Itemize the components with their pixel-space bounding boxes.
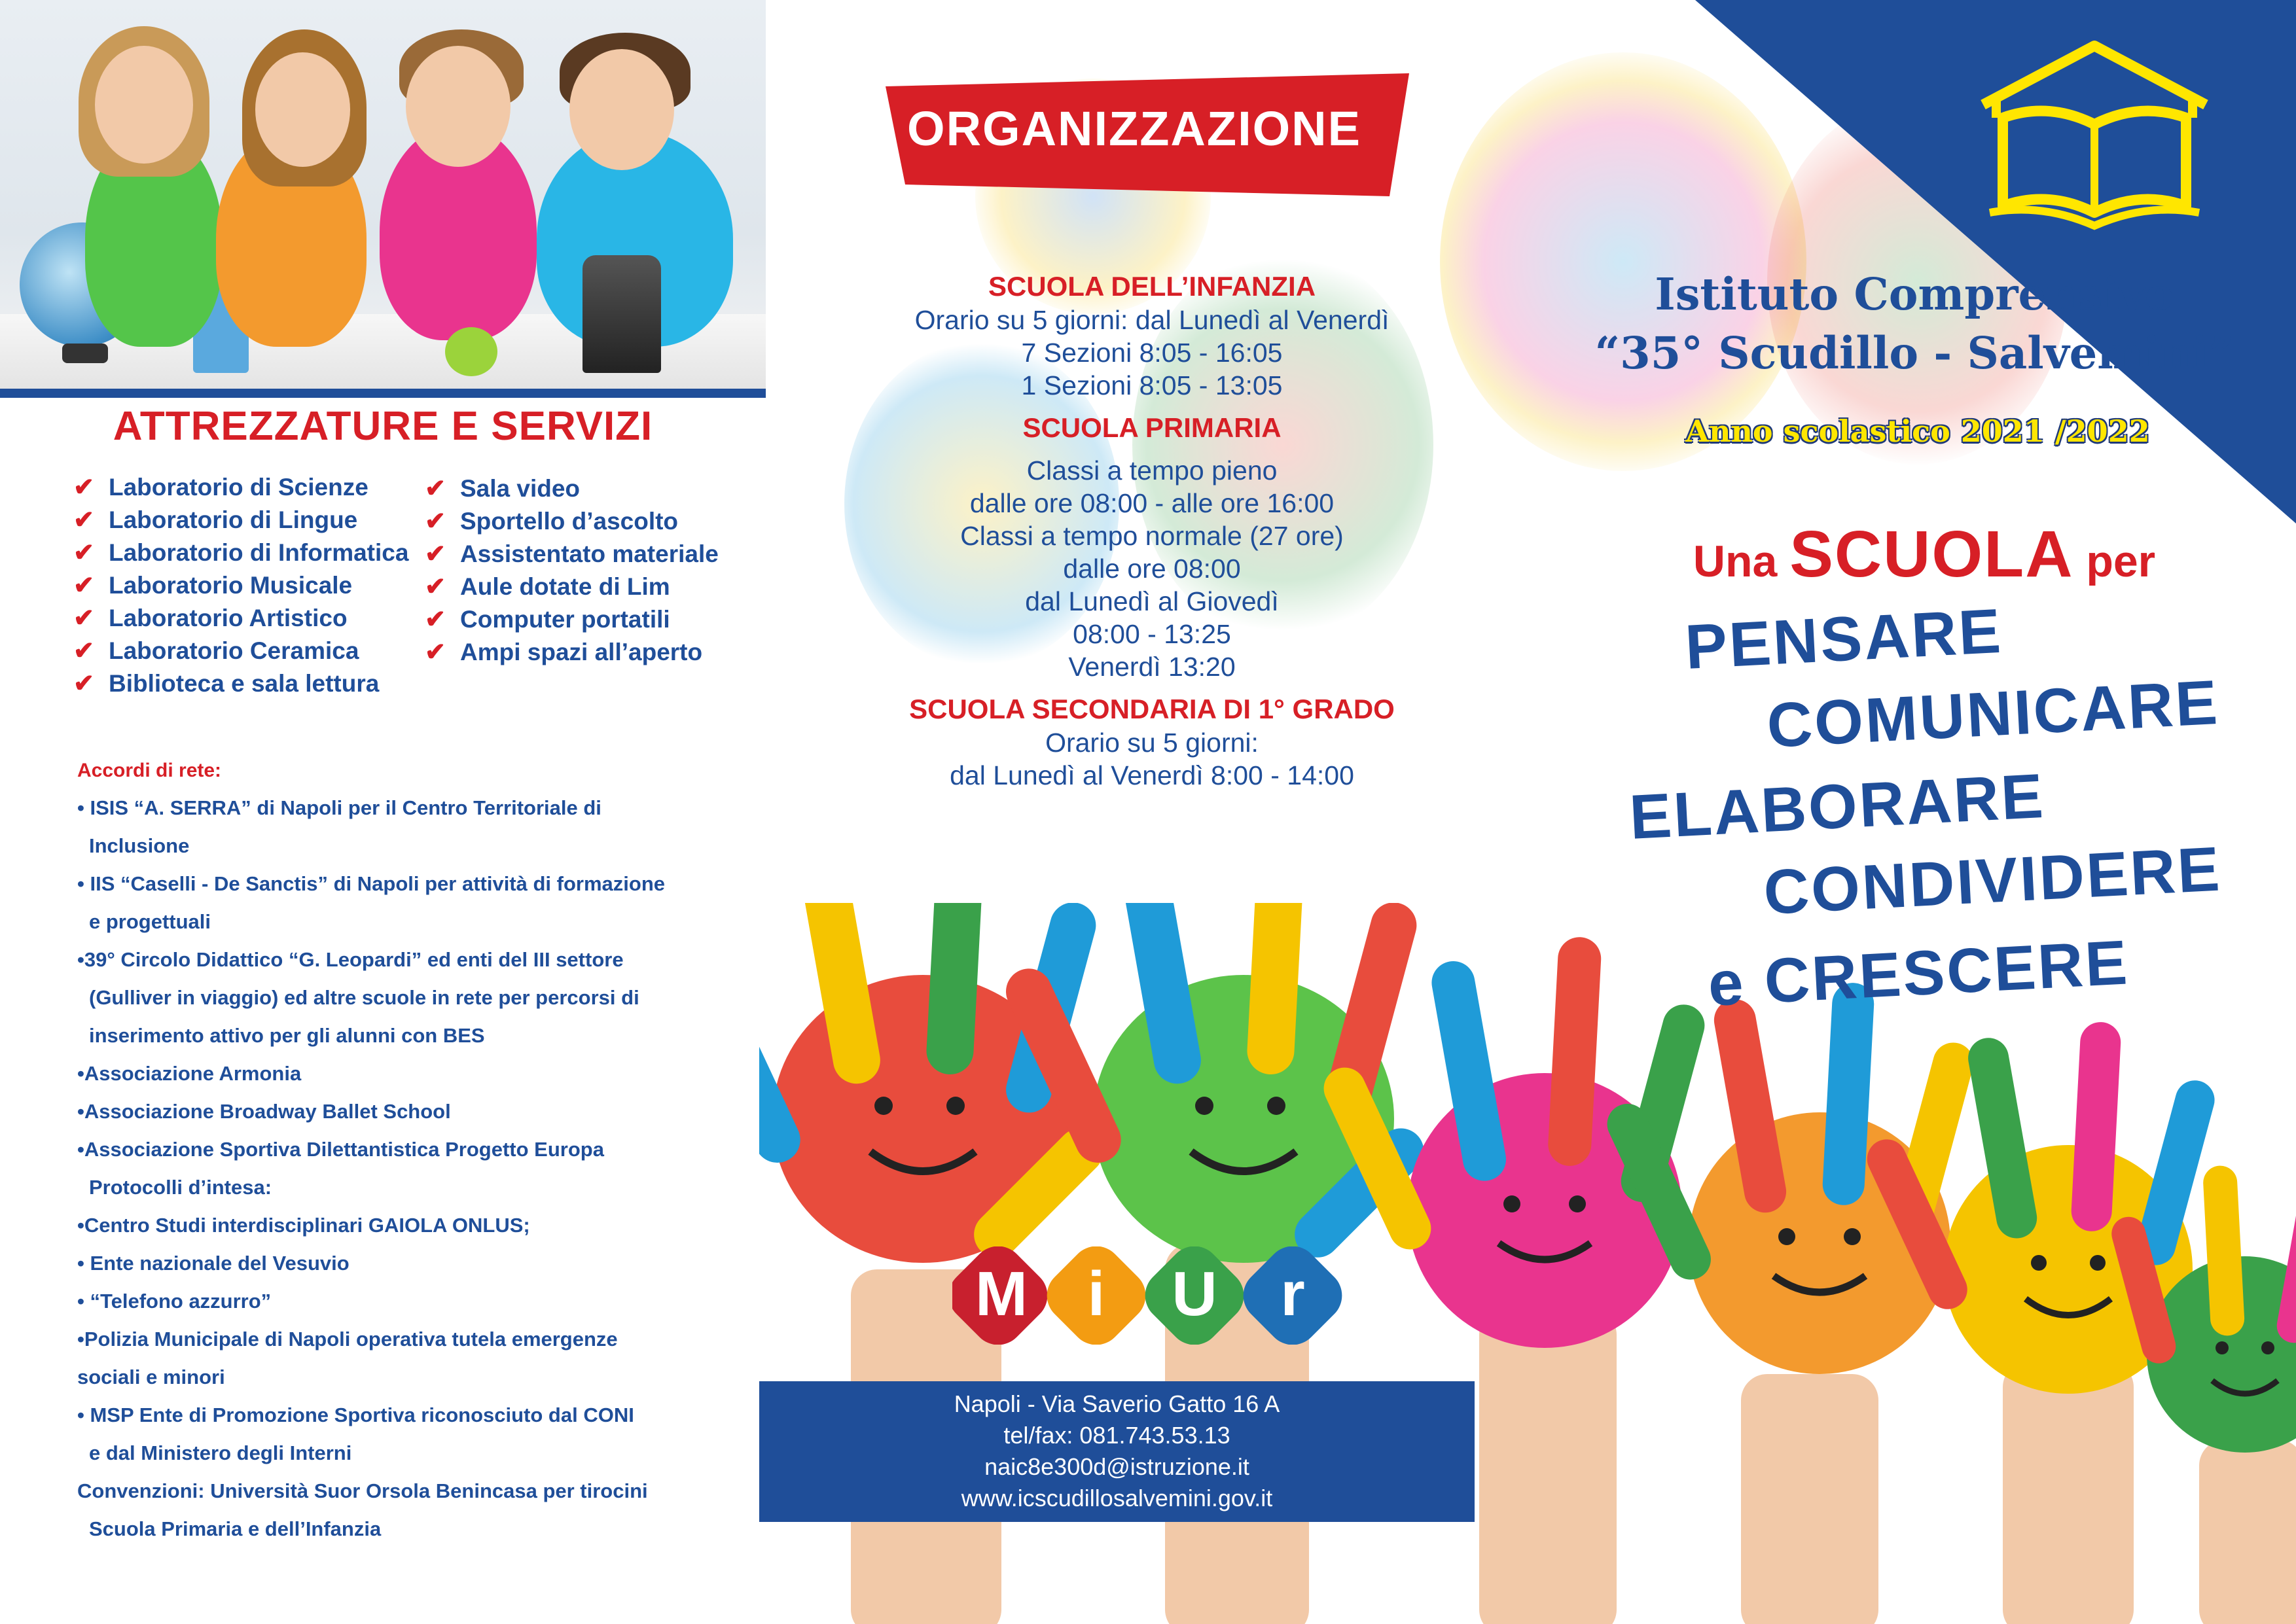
apple-icon <box>445 327 497 376</box>
globe-stand <box>62 344 108 363</box>
service-label: Sala video <box>460 475 581 502</box>
miur-letters <box>952 1246 1345 1345</box>
slogan-scuola: SCUOLA <box>1789 518 2074 591</box>
verb-condividere: CONDIVIDERE <box>1762 834 2223 928</box>
checkmark-icon: ✔ <box>73 670 94 697</box>
list-item <box>422 603 719 636</box>
checkmark-icon: ✔ <box>425 508 446 535</box>
list-item: •39° Circolo Didattico “G. Leopardi” ed enti del III settore <box>77 948 624 971</box>
student-face <box>95 46 193 164</box>
list-item <box>71 635 408 667</box>
list-item <box>71 569 408 602</box>
student-face <box>255 52 350 167</box>
slogan-per: per <box>2073 537 2156 586</box>
students-photo <box>0 0 766 389</box>
list-item: Protocolli d’intesa: <box>89 1176 272 1199</box>
primaria-title: SCUOLA PRIMARIA <box>1022 412 1282 443</box>
painted-hand <box>1600 982 1978 1374</box>
checkmark-icon: ✔ <box>73 474 94 501</box>
anno-scolastico: Anno scolastico 2021 /2022 <box>1685 414 2150 449</box>
list-item: e progettuali <box>89 910 211 933</box>
student-face <box>406 46 511 167</box>
list-item: inserimento attivo per gli alunni con BES <box>89 1024 485 1047</box>
attrezzature-title: ATTREZZATURE E SERVIZI <box>113 404 653 449</box>
service-label: Biblioteca e sala lettura <box>109 670 380 697</box>
service-label: Laboratorio di Lingue <box>109 506 358 533</box>
list-item <box>71 537 408 569</box>
service-label: Aule dotate di Lim <box>460 573 670 600</box>
list-item <box>422 505 719 538</box>
service-label: Sportello d’ascolto <box>460 508 679 535</box>
microscope-icon <box>583 255 661 373</box>
checkmark-icon: ✔ <box>73 637 94 665</box>
orari-section <box>838 270 1466 792</box>
service-label: Laboratorio Musicale <box>109 572 353 599</box>
list-item: •Polizia Municipale di Napoli operativa tutela emergenze <box>77 1328 618 1350</box>
contacts <box>759 1388 1475 1514</box>
miur-letter: r <box>1280 1259 1305 1329</box>
service-label: Assistentato materiale <box>460 540 719 567</box>
list-item <box>71 667 408 700</box>
primaria-line: dalle ore 08:00 - alle ore 16:00 <box>969 488 1335 518</box>
list-item: •Associazione Broadway Ballet School <box>77 1100 451 1123</box>
service-label: Ampi spazi all’aperto <box>460 639 703 665</box>
primaria-line: dalle ore 08:00 <box>1063 554 1241 584</box>
list-item <box>71 602 408 635</box>
services-list-right <box>422 472 719 669</box>
service-label: Computer portatili <box>460 606 670 633</box>
verb-crescere: e CRESCERE <box>1706 927 2131 1019</box>
list-item: Convenzioni: Università Suor Orsola Benincasa per tirocini <box>77 1479 648 1502</box>
accordi-title: Accordi di rete: <box>77 760 222 781</box>
list-item: sociali e minori <box>77 1366 225 1388</box>
infanzia-line: Orario su 5 giorni: dal Lunedì al Venerdì <box>914 305 1390 335</box>
verb-comunicare: COMUNICARE <box>1765 667 2221 761</box>
accordi-list <box>77 789 719 1548</box>
checkmark-icon: ✔ <box>425 540 446 568</box>
checkmark-icon: ✔ <box>73 605 94 632</box>
verb-elaborare: ELABORARE <box>1628 760 2047 853</box>
service-label: Laboratorio Ceramica <box>109 637 359 664</box>
checkmark-icon: ✔ <box>73 506 94 534</box>
checkmark-icon: ✔ <box>425 475 446 503</box>
service-label: Laboratorio di Scienze <box>109 474 368 501</box>
list-item: e dal Ministero degli Interni <box>89 1441 352 1464</box>
checkmark-icon: ✔ <box>425 606 446 633</box>
services-list-left <box>71 471 408 700</box>
list-item <box>422 472 719 505</box>
list-item <box>422 571 719 603</box>
student-face <box>569 49 674 170</box>
primaria-line: Classi a tempo normale (27 ore) <box>960 521 1344 551</box>
list-item <box>422 636 719 669</box>
checkmark-icon: ✔ <box>73 572 94 599</box>
contact-email[interactable]: naic8e300d@istruzione.it <box>984 1453 1249 1480</box>
list-item: • Ente nazionale del Vesuvio <box>77 1252 350 1275</box>
slogan <box>1597 517 2251 592</box>
secondaria-title: SCUOLA SECONDARIA DI 1° GRADO <box>909 694 1395 724</box>
miur-letter: U <box>1172 1259 1217 1329</box>
list-item: • IIS “Caselli - De Sanctis” di Napoli per attività di formazione <box>77 872 666 895</box>
primaria-line: Classi a tempo pieno <box>1026 455 1278 485</box>
infanzia-line: 7 Sezioni 8:05 - 16:05 <box>1021 338 1283 368</box>
accordi-section <box>77 752 719 1548</box>
slogan-una: Una <box>1693 537 1790 586</box>
checkmark-icon: ✔ <box>425 639 446 666</box>
verb-pensare: PENSARE <box>1683 595 2005 682</box>
contact-phone: tel/fax: 081.743.53.13 <box>1003 1422 1230 1449</box>
list-item: (Gulliver in viaggio) ed altre scuole in rete per percorsi di <box>89 986 639 1009</box>
institute-line2: “35° Scudillo - Salvemini” <box>1594 327 2234 379</box>
contact-address: Napoli - Via Saverio Gatto 16 A <box>954 1390 1280 1417</box>
photo-divider-bar <box>0 389 766 398</box>
institute-line1: Istituto Comprensivo <box>1655 268 2174 320</box>
checkmark-icon: ✔ <box>73 539 94 567</box>
list-item: •Associazione Armonia <box>77 1062 302 1085</box>
list-item <box>71 471 408 504</box>
list-item: • MSP Ente di Promozione Sportiva riconosciuto dal CONI <box>77 1403 634 1426</box>
institute-name <box>1558 265 2271 383</box>
secondaria-line: dal Lunedì al Venerdì 8:00 - 14:00 <box>950 760 1354 790</box>
list-item <box>71 504 408 537</box>
list-item: • “Telefono azzurro” <box>77 1290 272 1313</box>
primaria-line: Venerdì 13:20 <box>1068 652 1236 682</box>
list-item <box>422 538 719 571</box>
infanzia-line: 1 Sezioni 8:05 - 13:05 <box>1021 370 1283 400</box>
secondaria-line: Orario su 5 giorni: <box>1045 728 1259 758</box>
primaria-line: dal Lunedì al Giovedì <box>1025 586 1279 616</box>
contact-website[interactable]: www.icscudillosalvemini.gov.it <box>961 1485 1273 1511</box>
infanzia-title: SCUOLA DELL’INFANZIA <box>988 271 1316 302</box>
list-item: Inclusione <box>89 834 190 857</box>
organizzazione-title: ORGANIZZAZIONE <box>907 101 1361 156</box>
book-house-icon <box>1977 39 2212 236</box>
list-item: •Associazione Sportiva Dilettantistica Progetto Europa <box>77 1138 604 1161</box>
checkmark-icon: ✔ <box>425 573 446 601</box>
list-item: • ISIS “A. SERRA” di Napoli per il Centro Territoriale di <box>77 796 601 819</box>
primaria-line: 08:00 - 13:25 <box>1073 619 1231 649</box>
list-item: Scuola Primaria e dell’Infanzia <box>89 1517 382 1540</box>
miur-letter: M <box>975 1259 1028 1329</box>
miur-letter: i <box>1087 1259 1105 1329</box>
list-item: •Centro Studi interdisciplinari GAIOLA ONLUS; <box>77 1214 530 1237</box>
service-label: Laboratorio Artistico <box>109 605 348 631</box>
service-label: Laboratorio di Informatica <box>109 539 409 566</box>
